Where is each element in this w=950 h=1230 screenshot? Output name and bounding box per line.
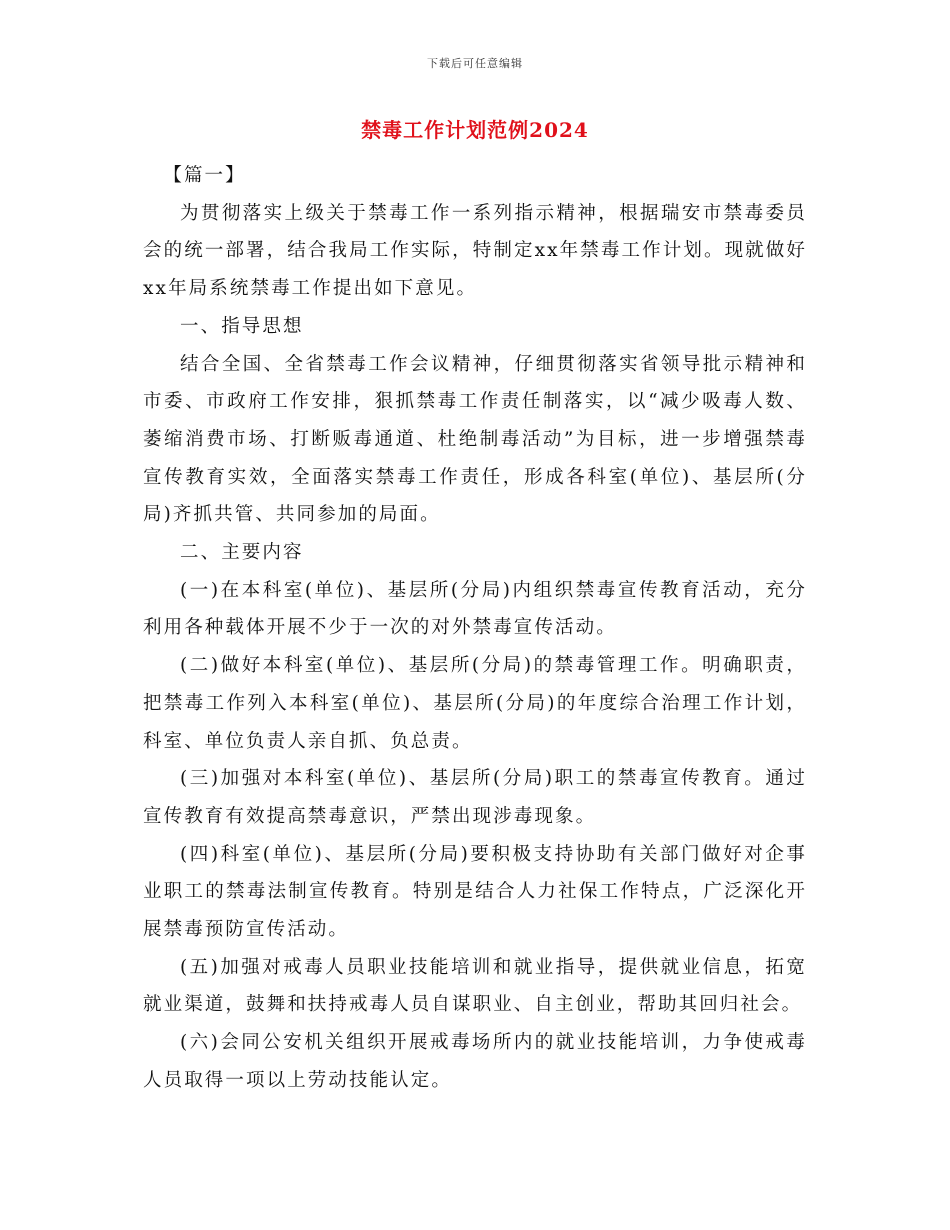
document-body [143, 157, 807, 1100]
header-note: 下载后可任意编辑 [427, 57, 523, 70]
paragraph-item-1: (一)在本科室(单位)、基层所(分局)内组织禁毒宣传教育活动，充分利用各种载体开展不少于一次的对外禁毒宣传活动。 [143, 579, 807, 639]
document-title: 禁毒工作计划范例2024 [361, 118, 589, 142]
paragraph-item-4: (四)科室(单位)、基层所(分局)要积极支持协助有关部门做好对企事业职工的禁毒法制宣传教育。特别是结合人力社保工作特点，广泛深化开展禁毒预防宣传活动。 [143, 843, 807, 941]
heading-guiding-thought: 一、指导思想 [180, 315, 304, 337]
section-label: 【篇一】 [163, 165, 246, 186]
heading-main-content: 二、主要内容 [180, 542, 304, 564]
paragraph-intro: 为贯彻落实上级关于禁毒工作一系列指示精神，根据瑞安市禁毒委员会的统一部署，结合我局工作实际，特制定xx年禁毒工作计划。现就做好xx年局系统禁毒工作提出如下意见。 [143, 202, 807, 300]
paragraph-item-5: (五)加强对戒毒人员职业技能培训和就业指导，提供就业信息，拓宽就业渠道，鼓舞和扶持戒毒人员自谋职业、自主创业，帮助其回归社会。 [143, 956, 807, 1016]
paragraph-item-3: (三)加强对本科室(单位)、基层所(分局)职工的禁毒宣传教育。通过宣传教育有效提高禁毒意识，严禁出现涉毒现象。 [143, 768, 807, 827]
paragraph-item-6: (六)会同公安机关组织开展戒毒场所内的就业技能培训，力争使戒毒人员取得一项以上劳动技能认定。 [143, 1032, 807, 1091]
paragraph-guiding-thought: 结合全国、全省禁毒工作会议精神，仔细贯彻落实省领导批示精神和市委、市政府工作安排，狠抓禁毒工作责任制落实，以“减少吸毒人数、萎缩消费市场、打断贩毒通道、杜绝制毒活动”为目标，进一步增强禁毒宣传教育实效，全面落实禁毒工作责任，形成各科室(单位)、基层所(分局)齐抓共管、共同参加的局面。 [143, 353, 807, 526]
paragraph-item-2: (二)做好本科室(单位)、基层所(分局)的禁毒管理工作。明确职责，把禁毒工作列入本科室(单位)、基层所(分局)的年度综合治理工作计划，科室、单位负责人亲自抓、负总责。 [143, 655, 807, 752]
